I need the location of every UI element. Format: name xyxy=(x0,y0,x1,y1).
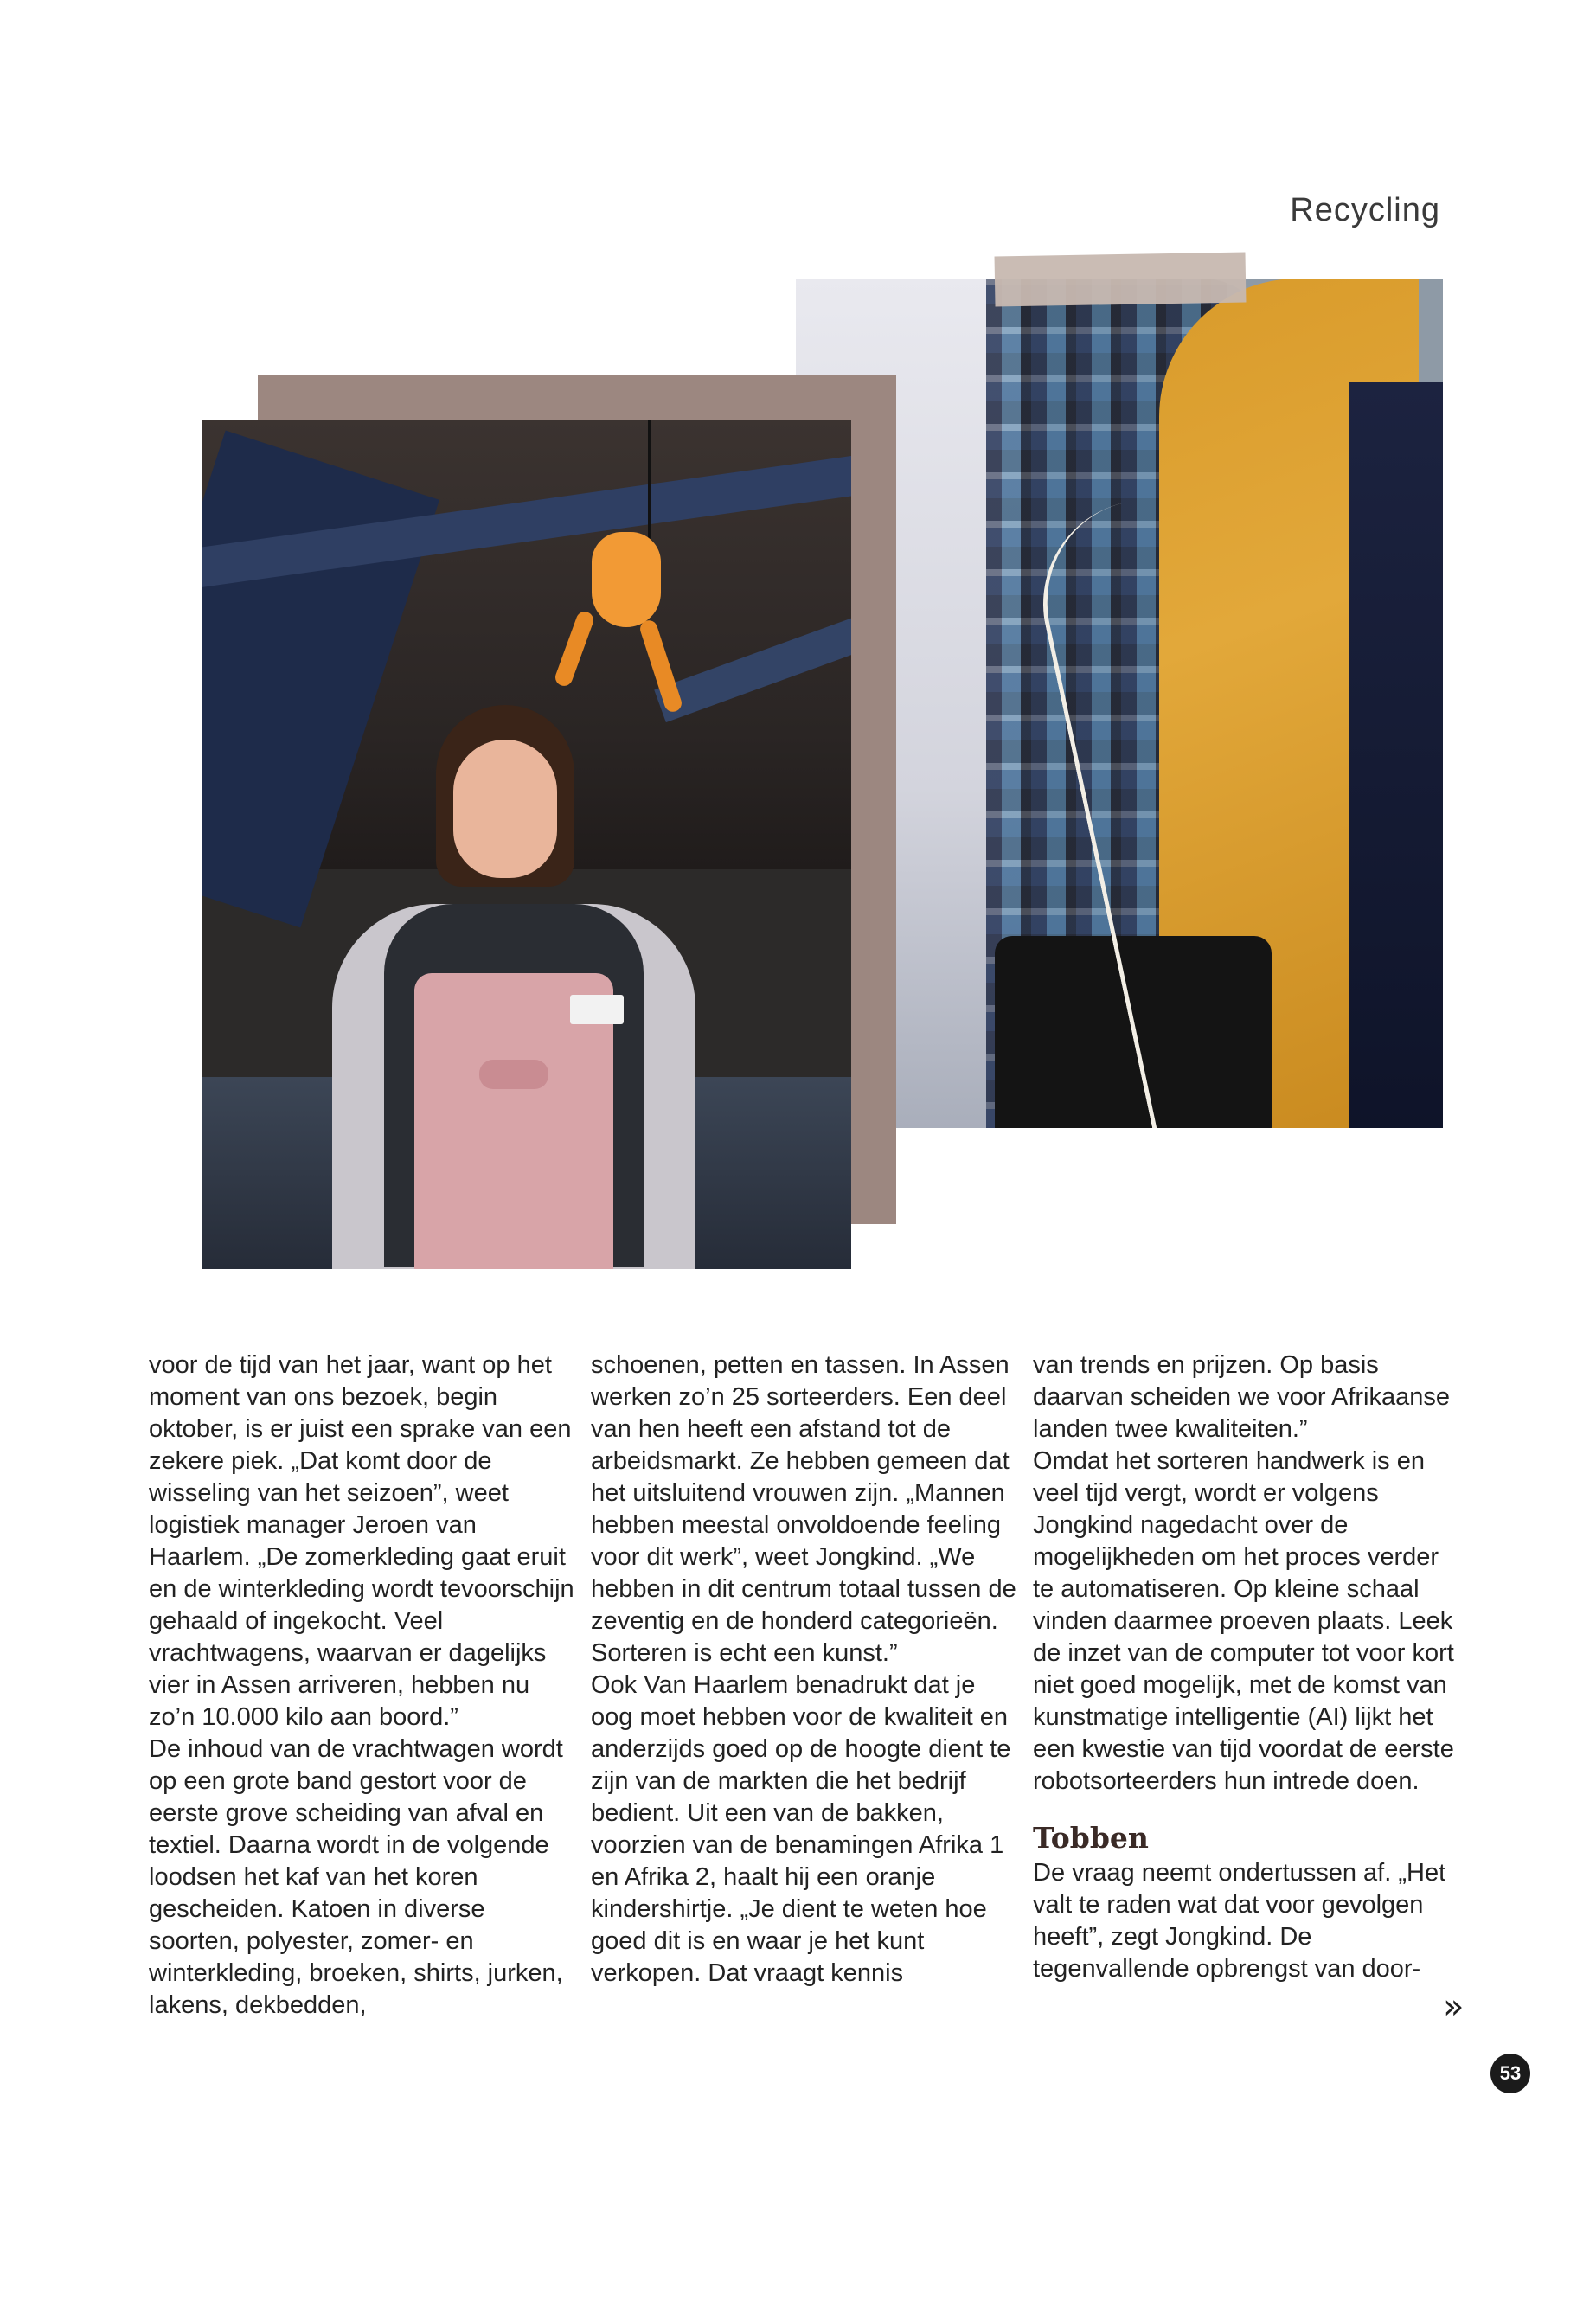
paragraph: De inhoud van de vrachtwagen wordt op een grote band gestort voor de eerste grove scheiding van afval en textiel. Daarna wordt in de volgende loodsen het kaf van het koren gescheiden. Katoen in diverse soorten, polyester, zomer- en winterkleding, broeken, shirts, jurken, lakens, dekbedden, xyxy=(149,1735,563,2019)
paragraph: De vraag neemt ondertussen af. „Het valt te raden wat dat voor gevolgen heeft”, zegt Jongkind. De tegenvallende opbrengst van door- xyxy=(1033,1859,1446,1983)
left-photo xyxy=(202,420,851,1269)
page-number: 53 xyxy=(1490,2054,1530,2093)
article-column-1 xyxy=(149,1349,574,2022)
double-chevron-right-icon: » xyxy=(1443,1987,1465,2027)
paragraph: schoenen, petten en tassen. In Assen werken zo’n 25 sorteerders. Een deel van hen heeft een afstand tot de arbeidsmarkt. Ze hebben gemeen dat het uitsluitend vrouwen zijn. „Mannen hebben meestal onvoldoende feeling voor dit werk”, weet Jongkind. „We hebben in dit centrum totaal tussen de zeventig en de honderd categorieën. Sorteren is echt een kunst.” xyxy=(591,1351,1016,1667)
subheading: Tobben xyxy=(1033,1821,1149,1855)
section-label: Recycling xyxy=(1290,192,1440,228)
article-column-3 xyxy=(1033,1349,1458,1985)
paragraph: voor de tijd van het jaar, want op het moment van ons bezoek, begin oktober, is er juist een sprake van een zekere piek. „Dat komt door de wisseling van het seizoen”, weet logistiek manager Jeroen van Haarlem. „De zomerkleding gaat eruit en de winterkleding wordt tevoorschijn gehaald of ingekocht. Veel vrachtwagens, waarvan er dagelijks vier in Assen arriveren, hebben nu zo’n 10.000 kilo aan boord.” xyxy=(149,1351,574,1731)
paragraph: van trends en prijzen. Op basis daarvan scheiden we voor Afrikaanse landen twee kwaliteiten.” xyxy=(1033,1351,1451,1443)
paragraph: Ook Van Haarlem benadrukt dat je oog moet hebben voor de kwaliteit en anderzijds goed op de hoogte dient te zijn van de markten die het bedrijf bedient. Uit een van de bakken, voorzien van de benamingen Afrika 1 en Afrika 2, haalt hij een oranje kindershirtje. „Je dient te weten hoe goed dit is en waar je het kunt verkopen. Dat vraagt kennis xyxy=(591,1671,1011,1987)
article-column-2 xyxy=(591,1349,1016,1990)
tape-strip xyxy=(995,252,1247,306)
paragraph: Omdat het sorteren handwerk is en veel tijd vergt, wordt er volgens Jongkind nagedacht over de mogelijkheden om het proces verder te automatiseren. Op kleine schaal vinden daarmee proeven plaats. Leek de inzet van de computer tot voor kort niet goed mogelijk, met de komst van kunstmatige intelligentie (AI) lijkt het een kwestie van tijd voordat de eerste robotsorteerders hun intrede doen. xyxy=(1033,1447,1454,1795)
